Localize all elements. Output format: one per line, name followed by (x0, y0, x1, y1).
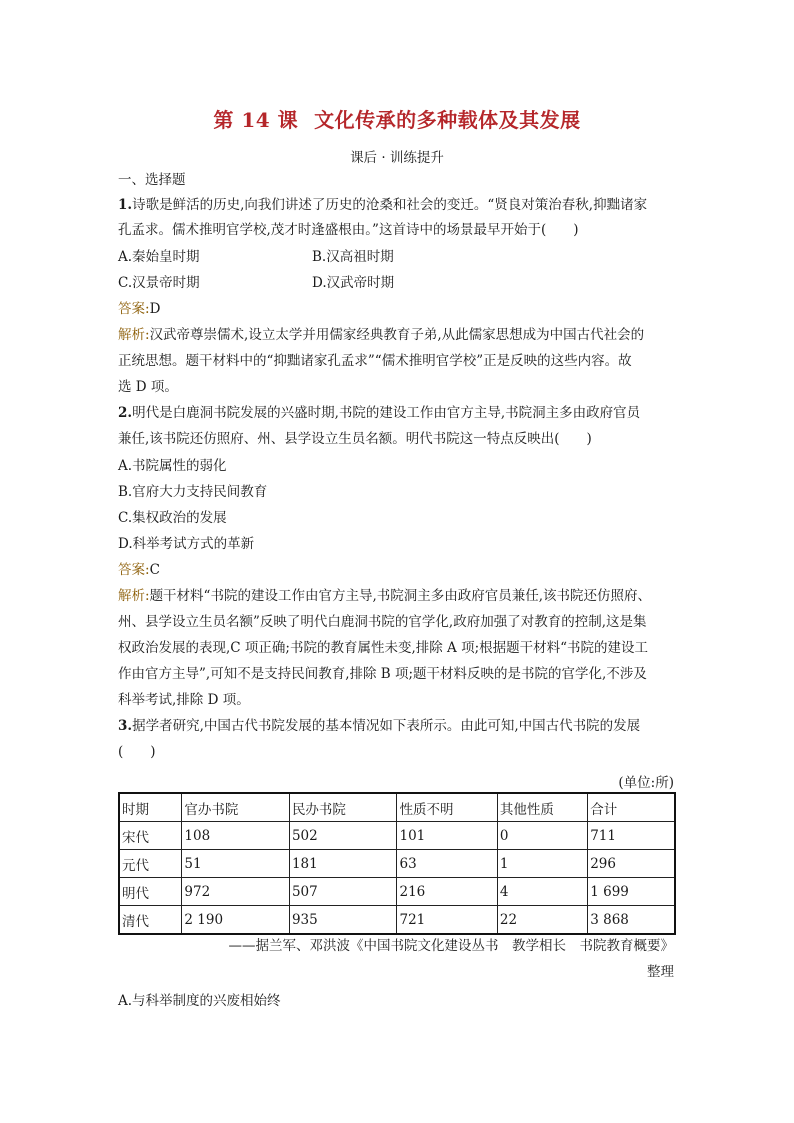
q1-analysis-line1 (118, 325, 644, 345)
table-cell: 清代 (119, 906, 182, 935)
table-cell: 972 (182, 878, 290, 906)
table-cell: 明代 (119, 878, 182, 906)
table-cell: 507 (289, 878, 397, 906)
q2-stem-line1 (118, 403, 640, 423)
table-cell: 721 (397, 906, 497, 935)
table-unit: (单位:所) (618, 775, 674, 791)
table-row (119, 850, 675, 878)
q2-analysis-line3: 权政治发展的表现,C 项正确;书院的教育属性未变,排除 A 项;根据题干材料“书院的建设工 (118, 640, 649, 656)
q1-analysis-line2: 正统思想。题干材料中的“抑黜诸家孔孟求”“儒术推明官学校”正是反映的这些内容。故 (118, 353, 632, 369)
q3-stem-text1: 据学者研究,中国古代书院发展的基本情况如下表所示。由此可知,中国古代书院的发展 (132, 718, 641, 734)
table-header-cell: 其他性质 (497, 793, 587, 822)
q3-option-a: A.与科举制度的兴废相始终 (118, 993, 281, 1009)
table-row (119, 906, 675, 935)
q3-stem-line1 (118, 716, 640, 736)
q3-stem-line2: ( ) (118, 744, 156, 760)
table-cell: 51 (182, 850, 290, 878)
table-header-cell: 官办书院 (182, 793, 290, 822)
lesson-title-text: 文化传承的多种载体及其发展 (314, 108, 581, 132)
q2-answer-value: C (149, 562, 160, 578)
table-header-cell: 性质不明 (397, 793, 497, 822)
q1-analysis-line3: 选 D 项。 (118, 379, 178, 395)
q1-option-c: C.汉景帝时期 (118, 275, 200, 291)
q2-number: 2. (118, 405, 133, 421)
table-cell: 296 (588, 850, 675, 878)
q2-analysis-line4: 作由官方主导”,可知不是支持民间教育,排除 B 项;题干材料反映的是书院的官学化,不涉及 (118, 666, 647, 682)
q1-stem-text1: 诗歌是鲜活的历史,向我们讲述了历史的沧桑和社会的变迁。“贤良对策治春秋,抑黜诸家 (132, 197, 648, 213)
q1-option-a: A.秦始皇时期 (118, 249, 200, 265)
q1-stem-line2: 孔孟求。儒术推明官学校,茂才时逢盛根由。”这首诗中的场景最早开始于( ) (118, 222, 579, 238)
q1-number: 1. (118, 197, 133, 213)
table-row (119, 878, 675, 906)
table-cell: 108 (182, 822, 290, 850)
table-header-row (119, 793, 675, 822)
table-cell: 22 (497, 906, 587, 935)
table-cell: 2 190 (182, 906, 290, 935)
table-cell: 181 (289, 850, 397, 878)
q1-option-b: B.汉高祖时期 (312, 249, 394, 265)
table-cell: 502 (289, 822, 397, 850)
q2-answer (118, 560, 160, 580)
q2-option-a: A.书院属性的弱化 (118, 458, 227, 474)
q2-analysis-line2: 州、县学设立生员名额”反映了明代白鹿洞书院的官学化,政府加强了对教育的控制,这是集 (118, 614, 647, 630)
q1-analysis-text1: 汉武帝尊崇儒术,设立太学并用儒家经典教育子弟,从此儒家思想成为中国古代社会的 (149, 327, 645, 343)
q2-option-d: D.科举考试方式的革新 (118, 536, 255, 552)
q3-number: 3. (118, 718, 133, 734)
table-header-cell: 时期 (119, 793, 182, 822)
q1-analysis-label: 解析: (118, 327, 150, 343)
q2-analysis-label: 解析: (118, 588, 150, 604)
table-header-cell: 合计 (588, 793, 675, 822)
table-cell: 元代 (119, 850, 182, 878)
table-cell: 935 (289, 906, 397, 935)
table-cell: 0 (497, 822, 587, 850)
q1-option-d: D.汉武帝时期 (312, 275, 395, 291)
table-cell: 3 868 (588, 906, 675, 935)
table-cell: 4 (497, 878, 587, 906)
q2-analysis-line1 (118, 586, 651, 606)
q2-option-b: B.官府大力支持民间教育 (118, 484, 268, 500)
table-cell: 1 699 (588, 878, 675, 906)
q2-option-c: C.集权政治的发展 (118, 510, 227, 526)
table-cell: 宋代 (119, 822, 182, 850)
table-source-line1: ——据兰军、邓洪波《中国书院文化建设丛书 教学相长 书院教育概要》 (228, 938, 674, 954)
lesson-title (0, 104, 794, 133)
q1-answer-label: 答案: (118, 301, 150, 317)
academy-table (118, 792, 676, 935)
q2-analysis-line5: 科举考试,排除 D 项。 (118, 692, 250, 708)
q2-analysis-text1: 题干材料“书院的建设工作由官方主导,书院洞主多由政府官员兼任,该书院还仿照府、 (149, 588, 652, 604)
table-source-line2: 整理 (647, 964, 674, 980)
table-cell: 711 (588, 822, 675, 850)
table-cell: 101 (397, 822, 497, 850)
q1-stem-line1 (118, 195, 647, 215)
table-cell: 1 (497, 850, 587, 878)
table-cell: 63 (397, 850, 497, 878)
lesson-number: 第 14 课 (213, 108, 299, 132)
section-heading: 一、选择题 (118, 172, 186, 188)
subtitle: 课后 · 训练提升 (350, 150, 444, 166)
q2-answer-label: 答案: (118, 562, 150, 578)
q1-answer (118, 299, 160, 319)
table-cell: 216 (397, 878, 497, 906)
q2-stem-line2: 兼任,该书院还仿照府、州、县学设立生员名额。明代书院这一特点反映出( ) (118, 431, 592, 447)
table-header-cell: 民办书院 (289, 793, 397, 822)
q1-answer-value: D (149, 301, 161, 317)
q2-stem-text1: 明代是白鹿洞书院发展的兴盛时期,书院的建设工作由官方主导,书院洞主多由政府官员 (132, 405, 641, 421)
table-row (119, 822, 675, 850)
